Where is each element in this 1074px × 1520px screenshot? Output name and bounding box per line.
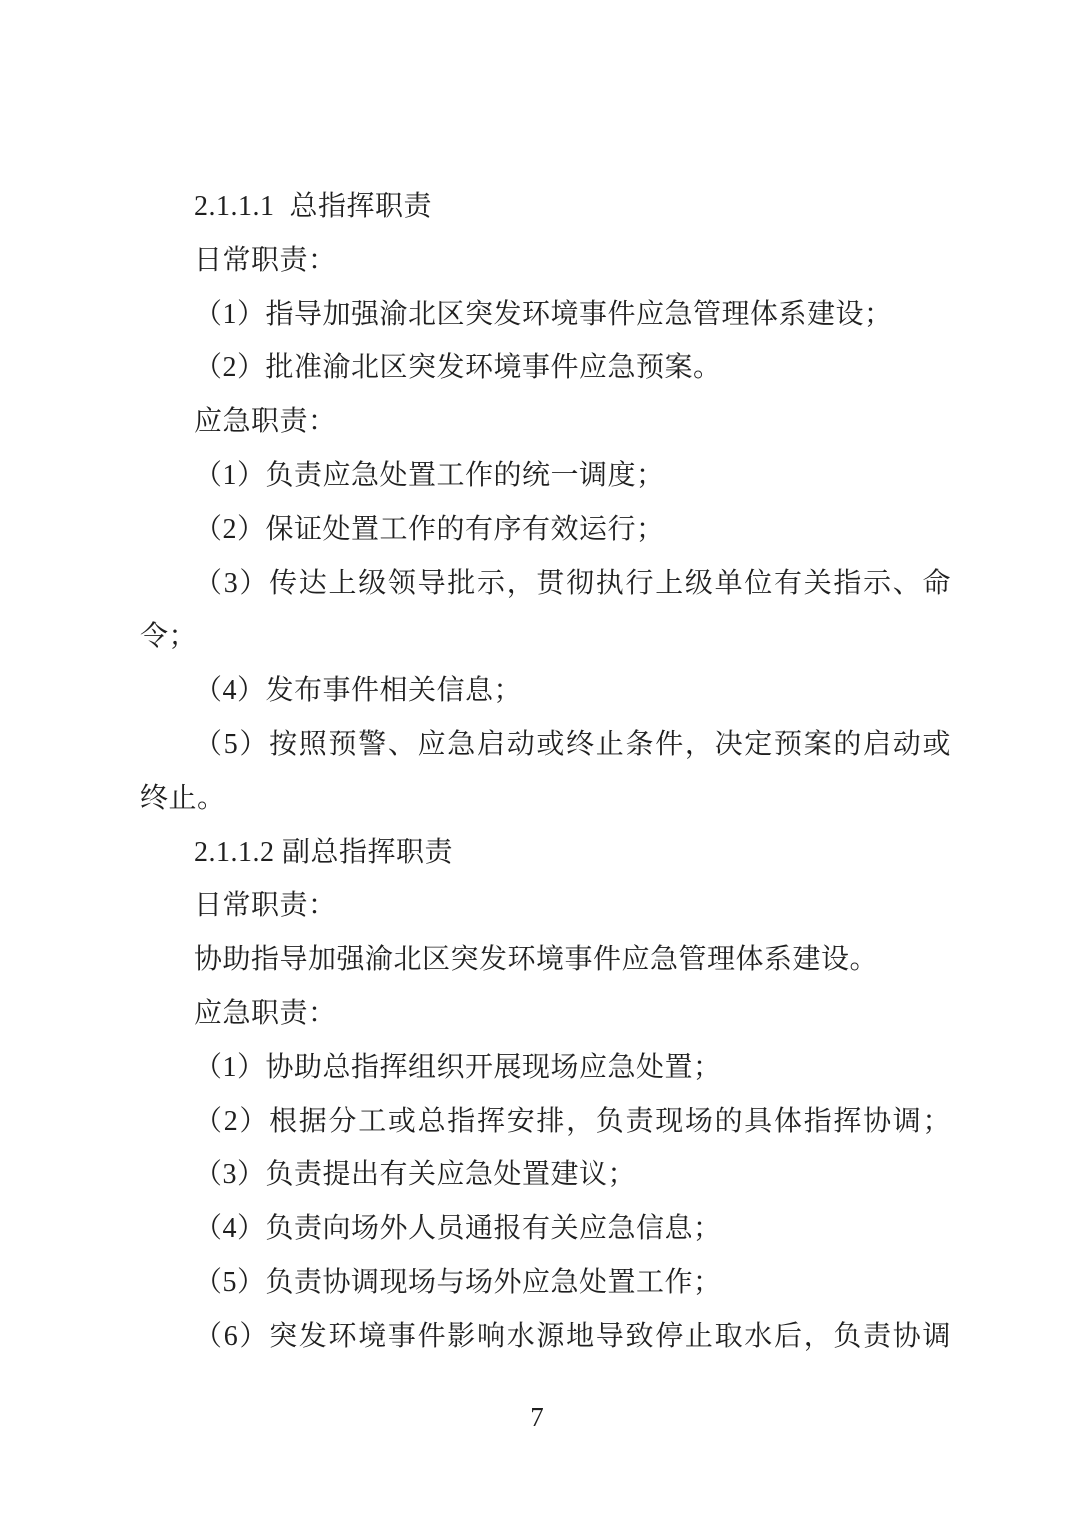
text-line: （4）负责向场外人员通报有关应急信息； bbox=[194, 1213, 722, 1245]
text-line: 日常职责： bbox=[194, 244, 337, 276]
text-line: （1）协助总指挥组织开展现场应急处置； bbox=[194, 1051, 722, 1083]
text-line: 应急职责： bbox=[194, 406, 337, 438]
heading-line: 2.1.1.1 总指挥职责 bbox=[194, 191, 433, 222]
text-line: （3）负责提出有关应急处置建议； bbox=[194, 1159, 637, 1191]
text-line: 终止。 bbox=[140, 782, 226, 814]
text-line: （1）负责应急处置工作的统一调度； bbox=[194, 459, 665, 491]
text-line: （5）负责协调现场与场外应急处置工作； bbox=[194, 1266, 722, 1298]
text-line: （4）发布事件相关信息； bbox=[194, 675, 523, 707]
text-line: （1）指导加强渝北区突发环境事件应急管理体系建设； bbox=[194, 298, 893, 330]
text-line: （2）批准渝北区突发环境事件应急预案。 bbox=[194, 352, 722, 384]
text-line: 令； bbox=[140, 621, 198, 653]
text-line: 协助指导加强渝北区突发环境事件应急管理体系建设。 bbox=[194, 944, 879, 976]
text-line: （2）保证处置工作的有序有效运行； bbox=[194, 513, 665, 545]
text-line: （2）根据分工或总指挥安排，负责现场的具体指挥协调； bbox=[194, 1105, 953, 1137]
text-line: 应急职责： bbox=[194, 997, 337, 1029]
heading-line: 2.1.1.2 副总指挥职责 bbox=[194, 836, 454, 868]
page-number: 7 bbox=[530, 1402, 544, 1432]
document-body bbox=[140, 180, 953, 1364]
text-line: 日常职责： bbox=[194, 890, 337, 922]
text-line: （5）按照预警、应急启动或终止条件，决定预案的启动或 bbox=[194, 728, 953, 760]
text-line: （6）突发环境事件影响水源地导致停止取水后，负责协调 bbox=[194, 1320, 953, 1352]
text-line: （3）传达上级领导批示，贯彻执行上级单位有关指示、命 bbox=[194, 567, 953, 599]
